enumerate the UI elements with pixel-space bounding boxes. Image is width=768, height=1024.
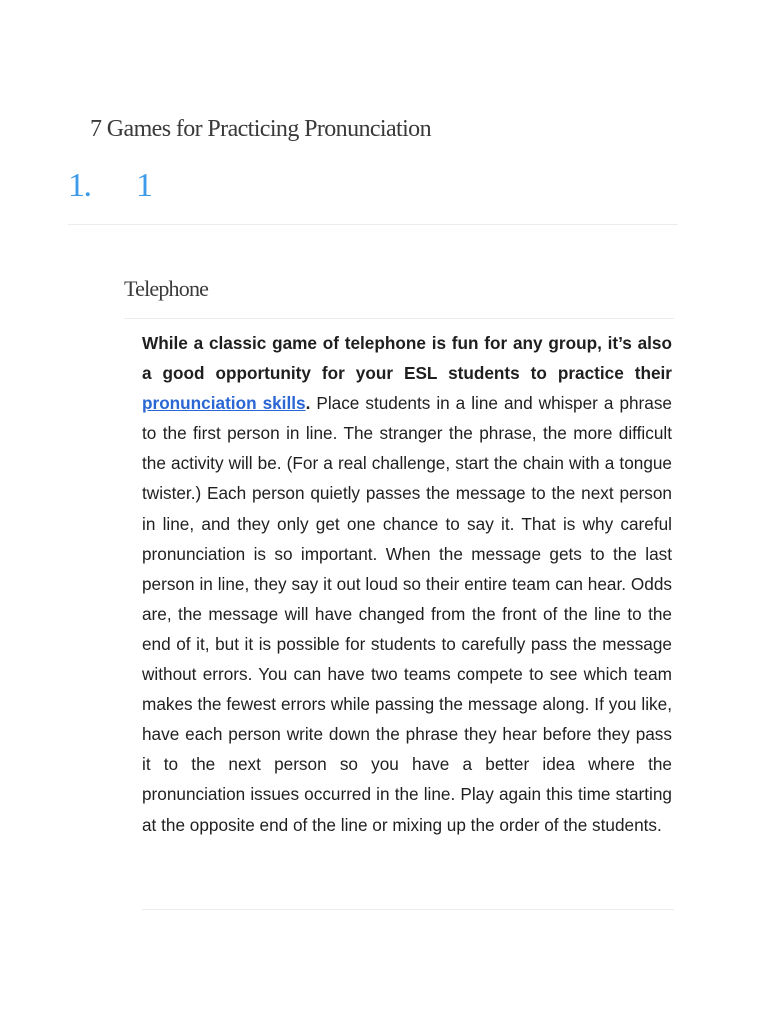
paragraph-lead-bold: While a classic game of telephone is fun for any group, it’s also a good opportunity for your ESL students to practice their bbox=[142, 333, 672, 384]
divider-top bbox=[68, 224, 678, 225]
section-heading-telephone: Telephone bbox=[124, 276, 209, 301]
divider-bottom bbox=[142, 909, 674, 910]
page-title: 7 Games for Practicing Pronunciation bbox=[90, 116, 431, 142]
section-paragraph bbox=[142, 328, 672, 840]
divider-section bbox=[124, 318, 674, 319]
numbered-list-heading bbox=[68, 167, 152, 205]
pronunciation-skills-link[interactable]: pronunciation skills bbox=[142, 393, 306, 414]
paragraph-body-text: Place students in a line and whisper a phrase to the first person in line. The stranger the phrase, the more difficult the activity will be. (For a real challenge, start the chain with a tongue twister.) Each person quietly passes the message to the next person in line, and they only get one chance to say it. That is why careful pronunciation is so important. When the message gets to the last person in line, they say it out loud so their entire team can hear. Odds are, the message will have changed from the front of the line to the end of it, but it is possible for students to carefully pass the message without errors. You can have two teams compete to see which team makes the fewest errors while passing the message along. If you like, have each person write down the phrase they hear before they pass it to the next person so you have a better idea where the pronunciation issues occurred in the line. Play again this time starting at the opposite end of the line or mixing up the order of the students. bbox=[142, 393, 672, 835]
list-number-marker: 1. bbox=[68, 167, 91, 204]
paragraph-bold-period: . bbox=[305, 393, 311, 414]
list-heading-text: 1 bbox=[136, 167, 152, 204]
